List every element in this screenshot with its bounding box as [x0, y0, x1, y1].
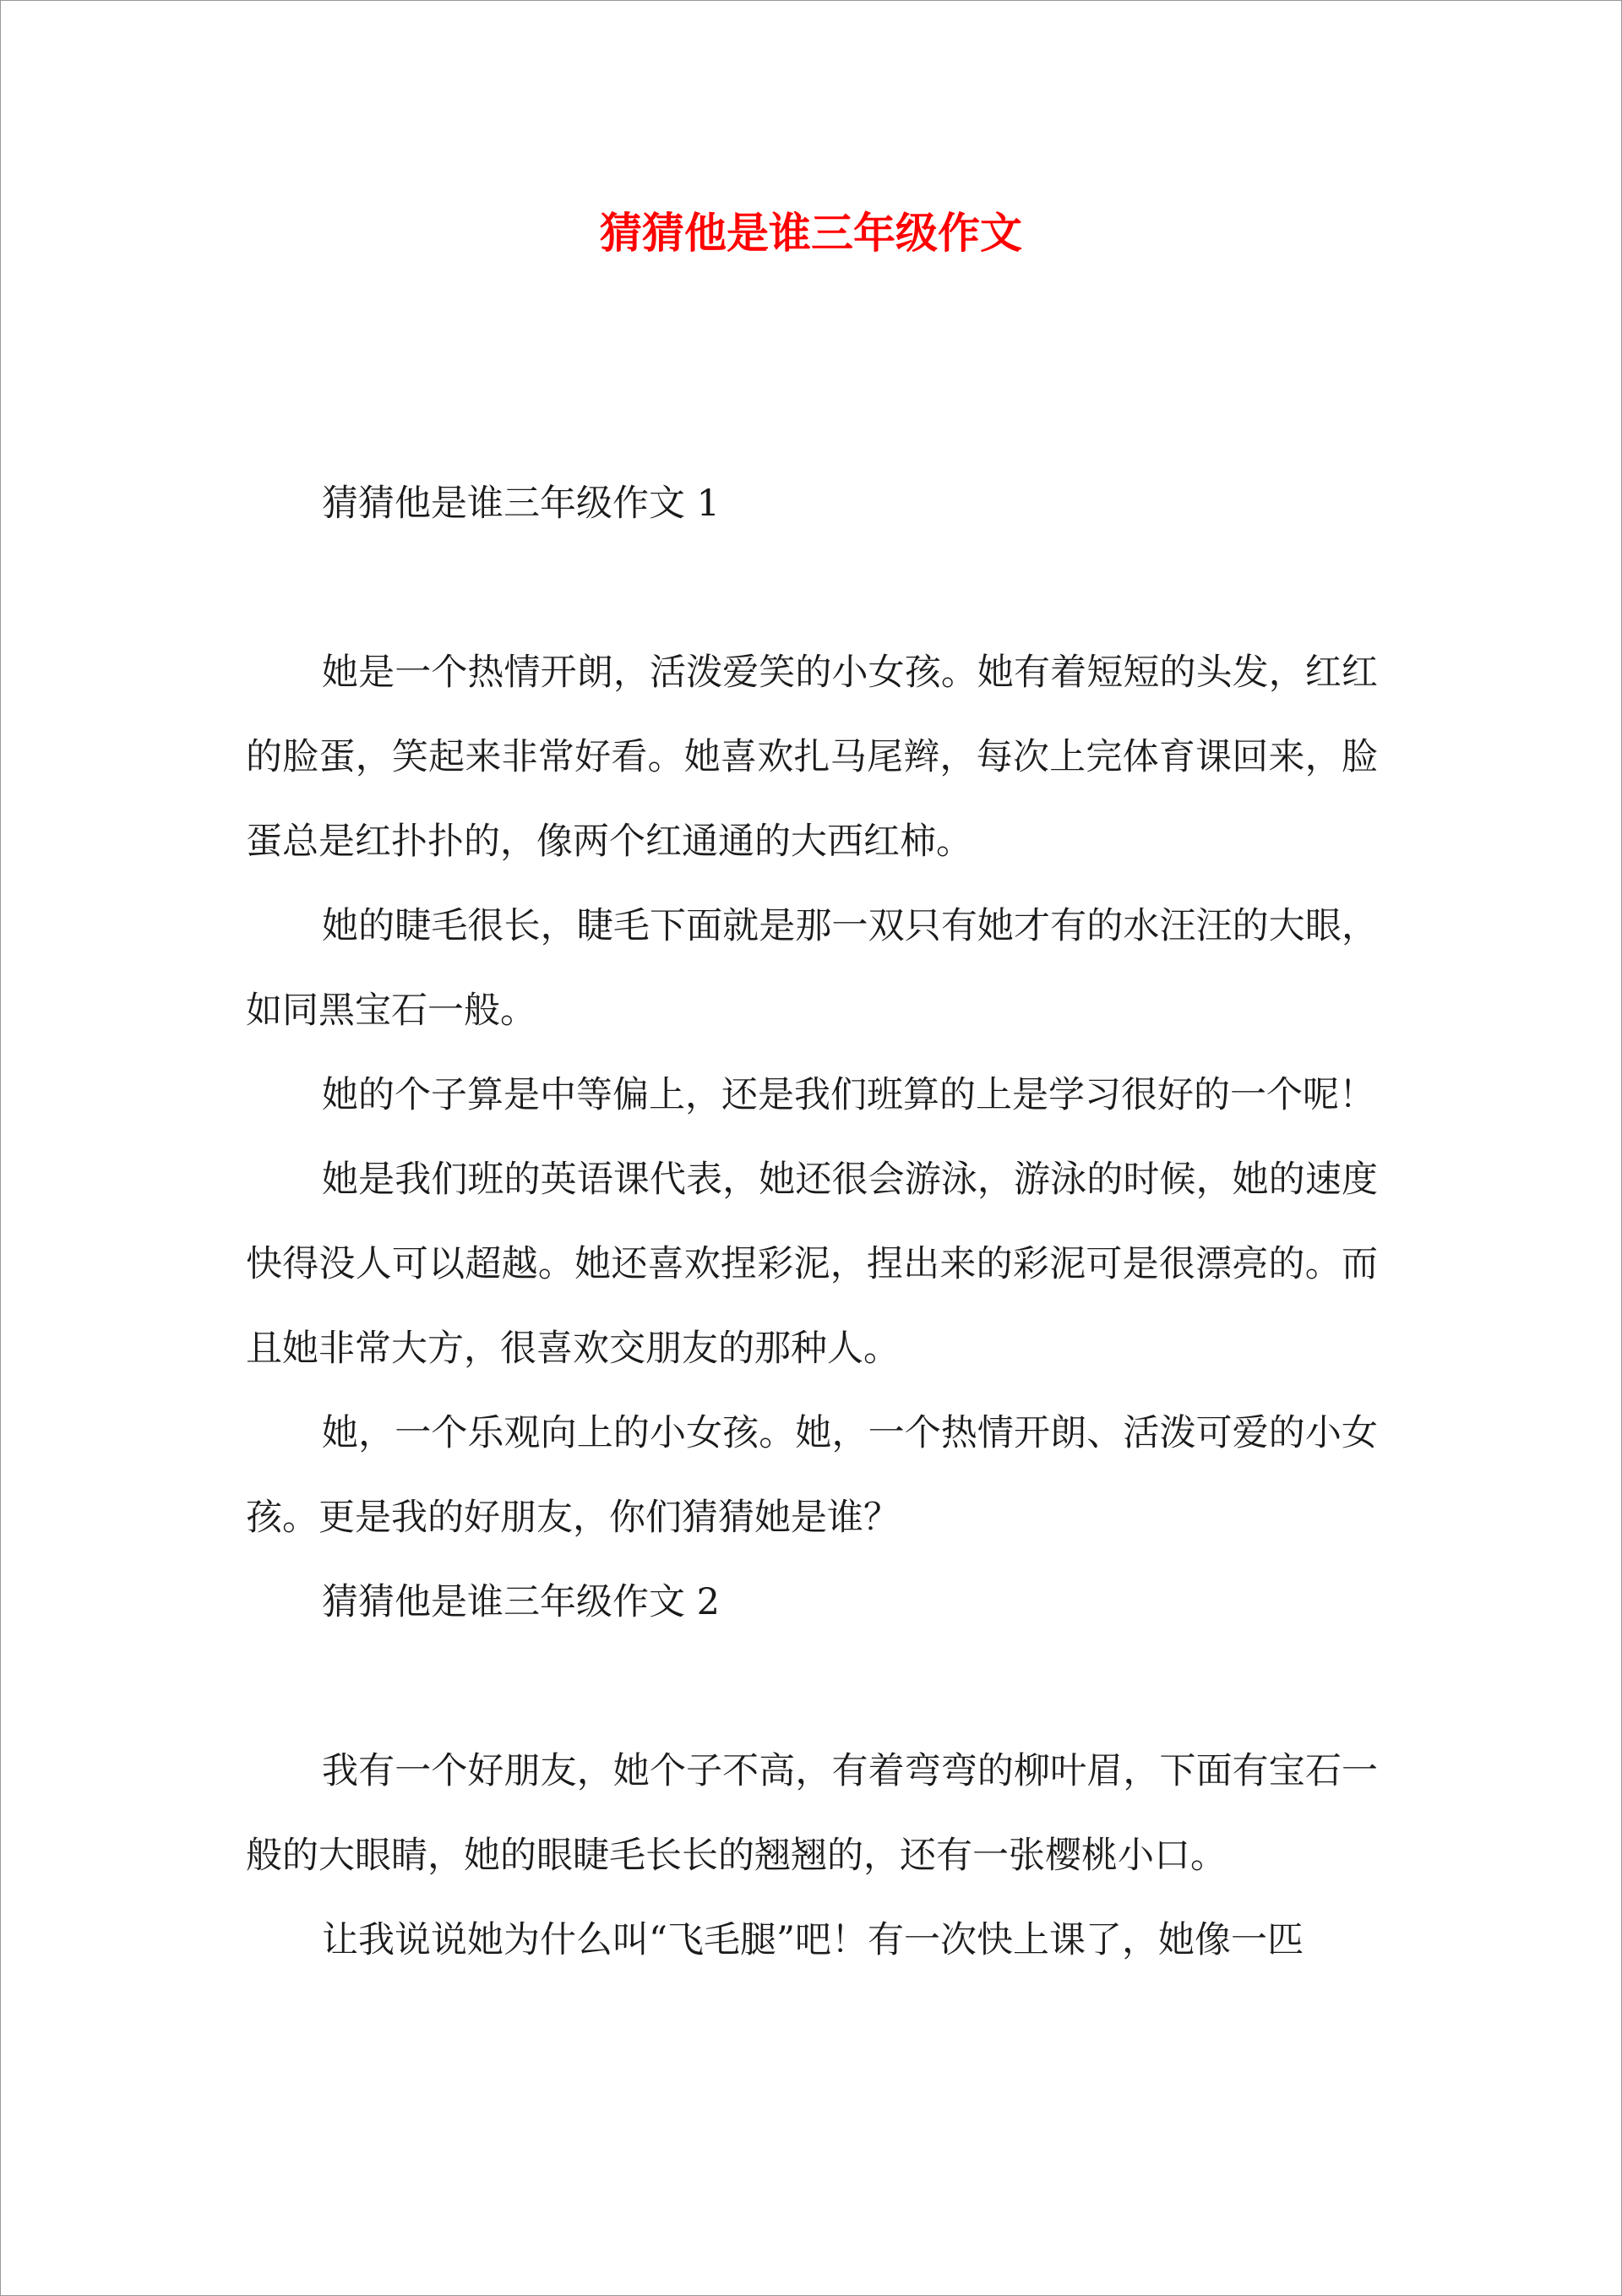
paragraph: 让我说说她为什么叫“飞毛腿”吧！有一次快上课了，她像一匹	[322, 1919, 1304, 1961]
paragraph: 她的睫毛很长，睫毛下面就是那一双只有她才有的水汪汪的大眼，如同黑宝石一般。	[246, 905, 1378, 1032]
document-body	[246, 461, 1378, 1982]
paragraph: 她是我们班的英语课代表，她还很会游泳，游泳的时候，她的速度快得没人可以超越。她还喜欢捏彩泥，捏出来的彩泥可是很漂亮的。而且她非常大方，很喜欢交朋友的那种人。	[246, 1159, 1378, 1370]
paragraph: 她，一个乐观向上的小女孩。她，一个热情开朗、活泼可爱的小女孩。更是我的好朋友，你们猜猜她是谁？	[246, 1412, 1378, 1539]
section-heading: 猜猜他是谁三年级作文 2	[322, 1581, 721, 1623]
section-heading: 猜猜他是谁三年级作文 1	[322, 483, 721, 525]
paragraph: 我有一个好朋友，她个子不高，有着弯弯的柳叶眉，下面有宝石一般的大眼睛，她的眼睫毛长长的翘翘的，还有一张樱桃小口。	[246, 1750, 1378, 1877]
document-title: 猜猜他是谁三年级作文	[600, 208, 1022, 258]
paragraph: 她是一个热情开朗，活泼爱笑的小女孩。她有着短短的头发，红红的脸蛋，笑起来非常好看。她喜欢扎马尾辫，每次上完体育课回来，脸蛋总是红扑扑的，像两个红通通的大西红柿。	[246, 652, 1378, 863]
paragraph: 她的个子算是中等偏上，还是我们班算的上是学习很好的一个呢！	[322, 1074, 1375, 1116]
